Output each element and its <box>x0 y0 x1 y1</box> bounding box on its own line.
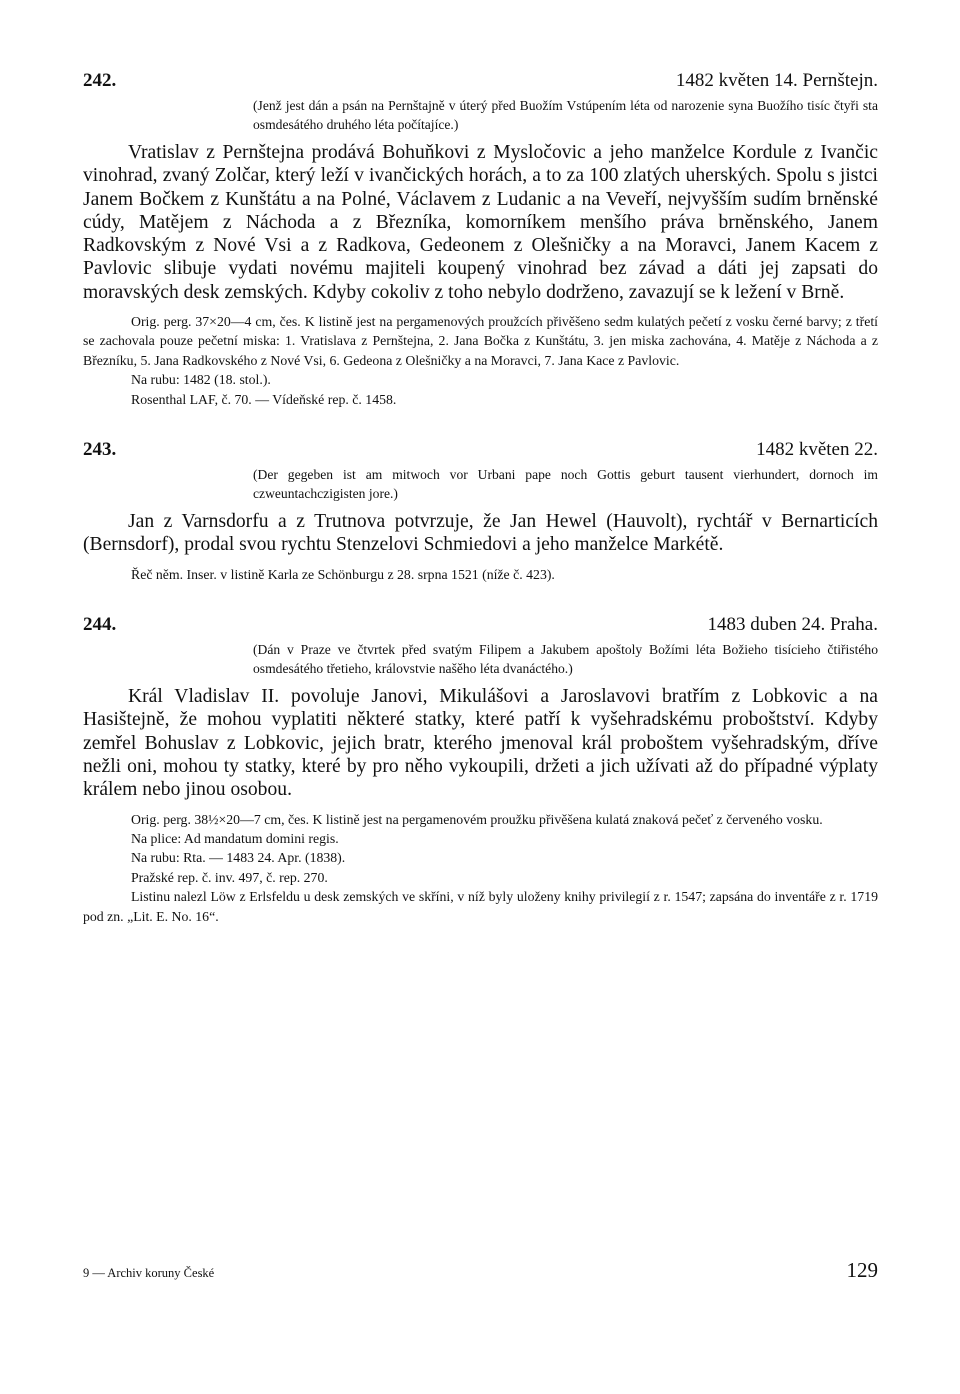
note: Pražské rep. č. inv. 497, č. rep. 270. <box>131 869 328 885</box>
entry-heading <box>83 439 878 461</box>
note: Orig. perg. 38½×20—7 cm, čes. K listině jest na pergamenovém proužku přivěšena kulatá znaková pečeť z červeného vosku. <box>131 811 823 827</box>
page-number: 129 <box>846 1258 878 1282</box>
note: Na plice: Ad mandatum domini regis. <box>131 831 339 846</box>
note: Rosenthal LAF, č. 70. — Vídeňské rep. č. 1458. <box>131 391 397 407</box>
entry-regest <box>83 685 878 801</box>
page-body <box>83 70 878 956</box>
entry-242 <box>83 70 878 409</box>
entry-notes <box>83 565 878 584</box>
entry-date-place: 1482 květen 22. <box>756 439 878 461</box>
note: Na rubu: 1482 (18. stol.). <box>131 372 271 388</box>
entry-number: 242. <box>83 70 117 91</box>
entry-244 <box>83 614 878 926</box>
entry-intro: (Der gegeben ist am mitwoch vor Urbani pape noch Gottis geburt tausent vierhundert, dornoch im czweuntachczigisten jore.) <box>253 467 878 502</box>
entry-notes <box>83 312 878 409</box>
entry-number: 243. <box>83 439 117 461</box>
entry-notes <box>83 810 878 926</box>
entry-date-place: 1483 duben 24. Praha. <box>707 614 878 636</box>
entry-regest <box>83 510 878 557</box>
entry-number: 244. <box>83 614 117 636</box>
regest-text: Jan z Varnsdorfu a z Trutnova potvrzuje, že Jan Hewel (Hauvolt), rychtář v Bernarticích (Bernsdorf), prodal svou rychtu Stenzelovi Schmiedovi a jeho manželce Markétě. <box>83 511 878 556</box>
page-footer <box>83 1258 878 1283</box>
entry-regest <box>83 141 878 304</box>
entry-heading <box>83 614 878 636</box>
regest-text: Král Vladislav II. povoluje Janovi, Mikulášovi a Jaroslavovi bratřím z Lobkovic a na Hasištejně, že mohou vyplatiti některé statky, které patří k vyšehradskému proboštství. Kdyby zemřel Bohuslav z Lobkovic, jejich bratr, kterého jmenoval král proboštem vyšehradským, dříve nežli oni, mohou ty statky, které by pro něho vykoupili, držeti a jich užívati až do případné výplaty králem nebo jinou osobou. <box>83 686 878 801</box>
entry-intro: (Jenž jest dán a psán na Pernštajně v úterý před Buožím Vstúpením léta od narozenie syna Buožího tisíc čtyři sta osmdesátého druhého léta počítajíce.) <box>253 98 878 132</box>
note: Řeč něm. Inser. v listině Karla ze Schönburgu z 28. srpna 1521 (níže č. 423). <box>131 566 555 582</box>
entry-intro: (Dán v Praze ve čtvrtek před svatým Filipem a Jakubem apoštoly Božími léta Božieho tisícieho čtiřistého osmdesátého třetieho, královstvie našěho léta dvanáctého.) <box>253 642 878 677</box>
regest-text: Vratislav z Pernštejna prodává Bohuňkovi z Mysločovic a jeho manželce Kordule z Ivančic vinohrad, zvaný Zolčar, který leží v ivančických horách, a to za 100 zlatých uherských. Spolu s jistci Janem Bočkem z Kunštátu a na Polné, Václavem z Ludanic a na Veveří, nejvyšším sudím brněnské cúdy, Matějem z Náchoda a z Březníka, komorníkem menšího práva brněnského, Janem Radkovským z Nové Vsi a z Radkova, Gedeonem z Olešničky a na Moravci, Janem Kacem z Pavlovic slibuje vydati novému majiteli koupený vinohrad bez závad a dáti jej zapsati do moravských desk zemských. Kdyby cokoliv z toho nebylo dodrženo, zavazují se k ležení v Brně. <box>83 142 878 303</box>
note: Listinu nalezl Löw z Erlsfeldu u desk zemských ve skříni, v níž byly uloženy knihy privilegií z r. 1547; zapsána do inventáře z r. 1719 pod zn. „Lit. E. No. 16“. <box>83 889 878 924</box>
entry-heading <box>83 70 878 92</box>
note: Na rubu: Rta. — 1483 24. Apr. (1838). <box>131 850 346 866</box>
entry-243 <box>83 439 878 584</box>
printer-signature: 9 — Archiv koruny České <box>83 1266 215 1280</box>
entry-date-place: 1482 květen 14. Pernštejn. <box>675 70 878 91</box>
note: Orig. perg. 37×20—4 cm, čes. K listině jest na pergamenových proužcích přivěšeno sedm kulatých pečetí z vosku černé barvy; z třetí se zachovala pouze pečetní miska: 1. Vratislava z Pernštejna, 2. Jana Bočka z Kunštátu, 3. jen miska zachována, 4. Matěje z Náchoda a z Březníku, 5. Jana Radkovského z Nové Vsi, 6. Gedeona z Olešničky a na Moravci, 7. Jana Kace z Pavlovic. <box>83 314 878 368</box>
